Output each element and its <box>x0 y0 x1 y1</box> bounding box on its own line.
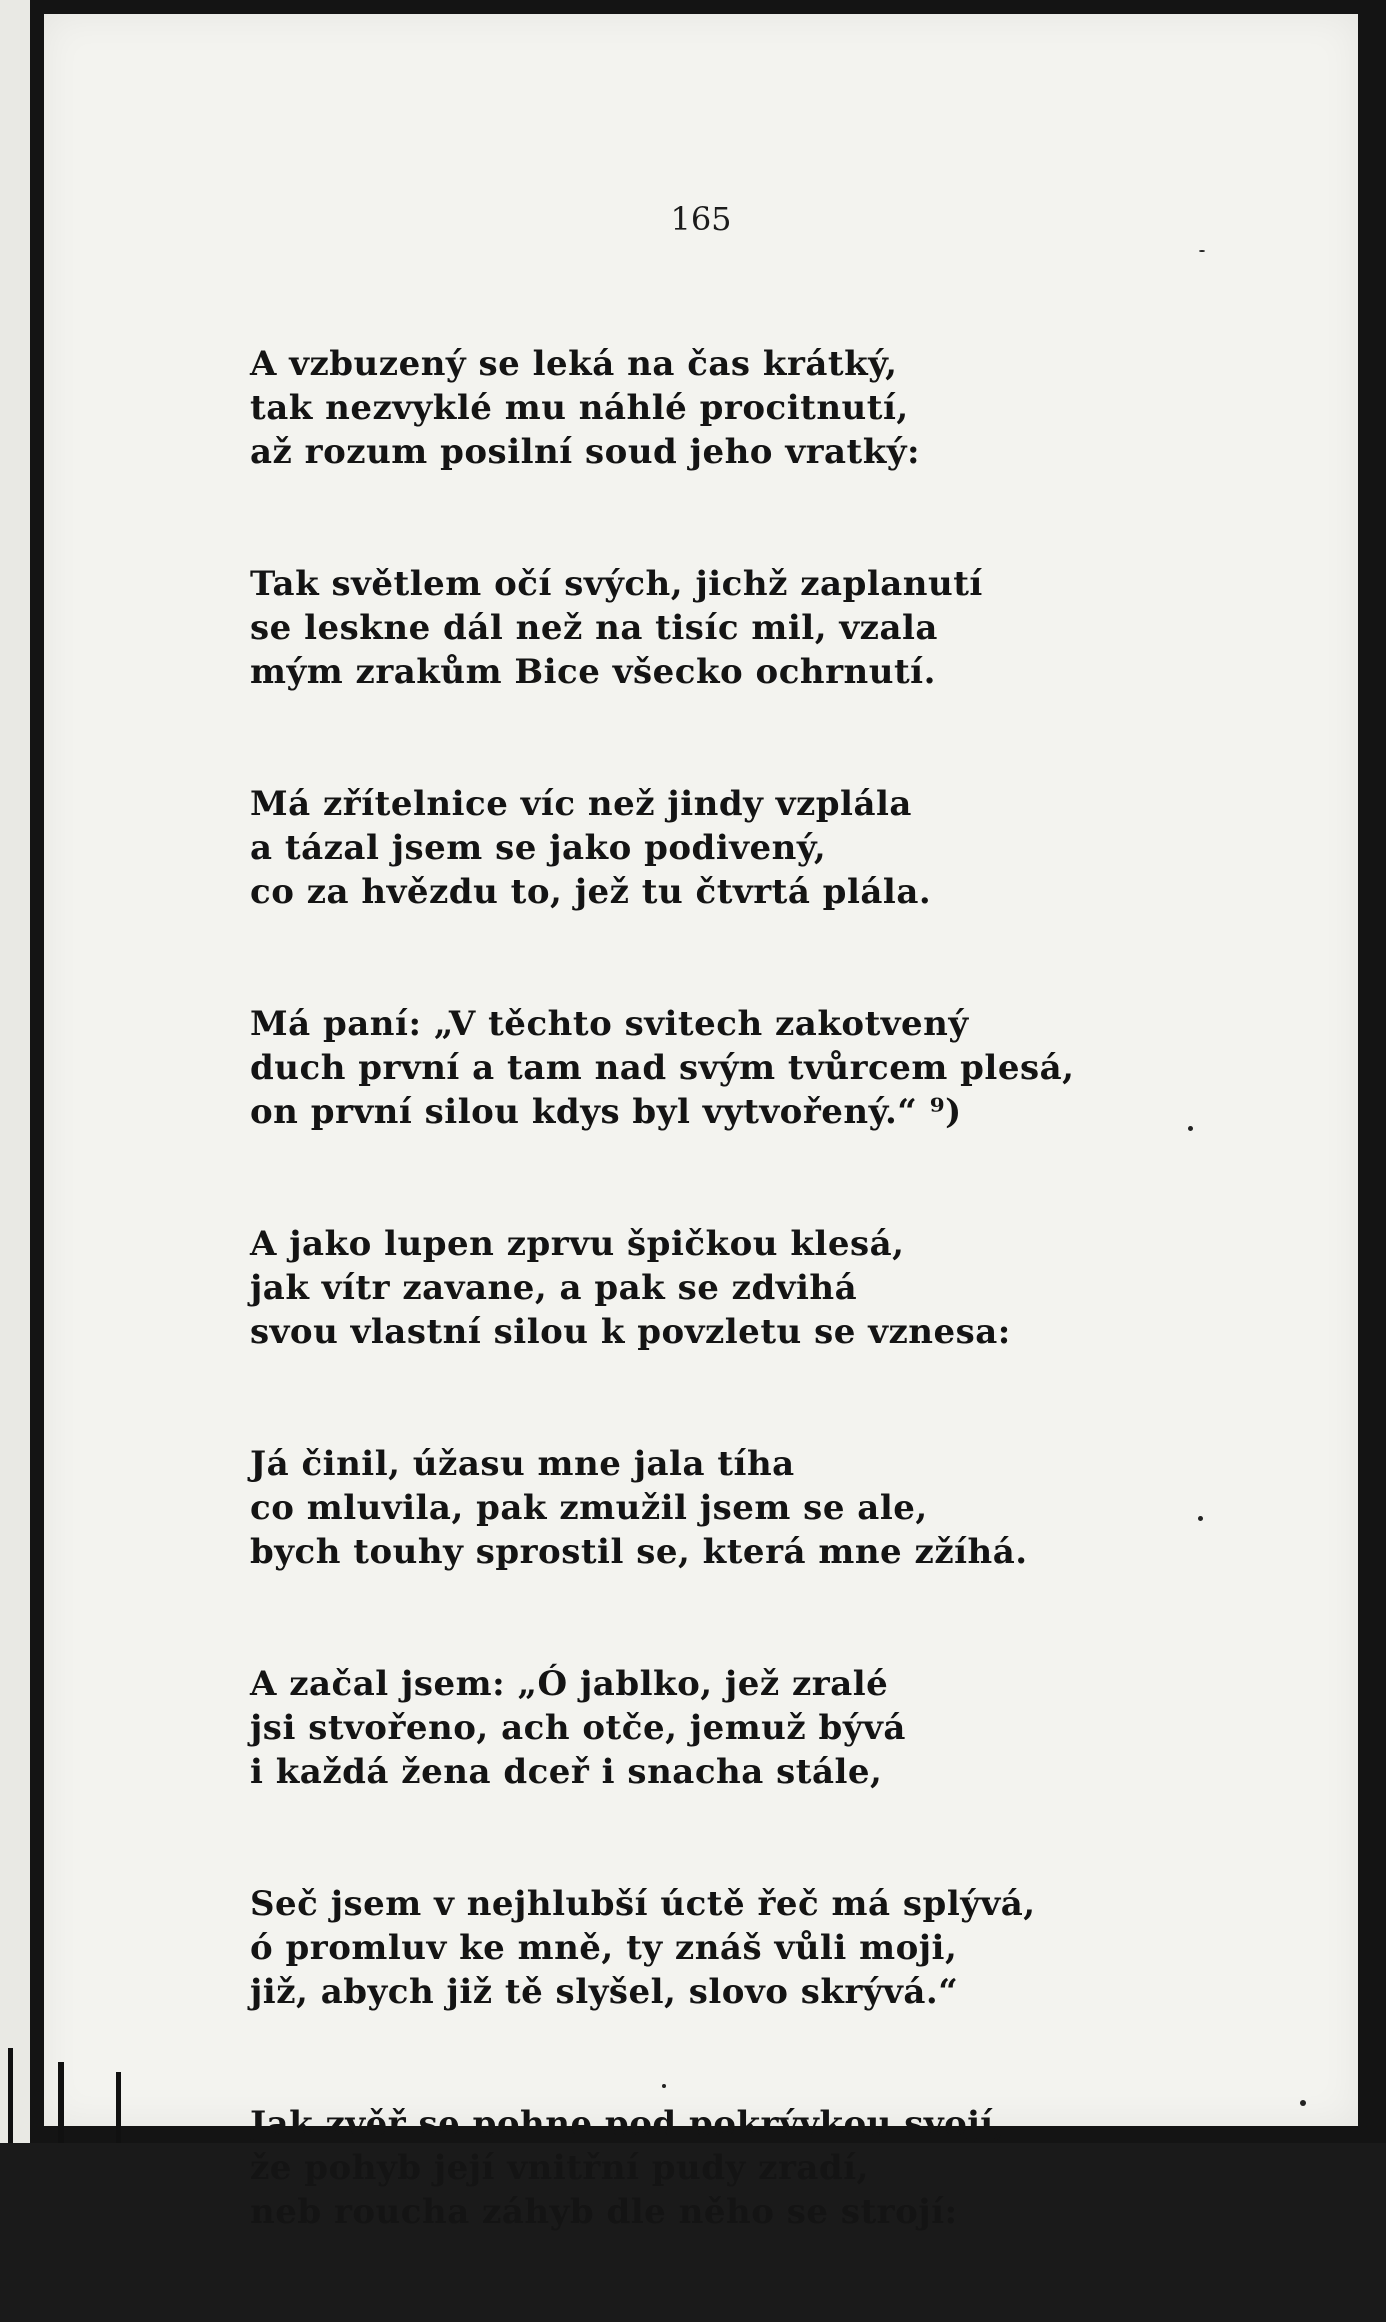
stanza <box>250 1662 1250 1794</box>
verse-line: Má paní: „V těchto svitech zakotvený <box>250 1004 969 1044</box>
stanza <box>250 342 1250 474</box>
scan-edge-mark <box>58 2062 64 2143</box>
stanza <box>250 1002 1250 1134</box>
print-speck <box>1188 1126 1193 1131</box>
stanza <box>250 2102 1250 2234</box>
verse-line: až rozum posilní soud jeho vratký: <box>250 432 921 472</box>
verse-line: a tázal jsem se jako podivený, <box>250 828 827 868</box>
poem-text <box>250 342 1250 2322</box>
stanza <box>250 562 1250 694</box>
stanza <box>250 1442 1250 1574</box>
verse-line: Jak zvěř se pohne pod pokrývkou svojí, <box>250 2104 1006 2144</box>
verse-line: duch první a tam nad svým tvůrcem plesá, <box>250 1048 1075 1088</box>
print-speck <box>1300 2100 1306 2106</box>
book-page <box>44 14 1358 2232</box>
verse-line: A vzbuzený se leká na čas krátký, <box>250 344 898 384</box>
page-number: 165 <box>670 200 732 238</box>
verse-line: jsi stvořeno, ach otče, jemuž bývá <box>250 1708 906 1748</box>
verse-line: jak vítr zavane, a pak se zdvihá <box>250 1268 858 1308</box>
verse-line: tak nezvyklé mu náhlé procitnutí, <box>250 388 909 428</box>
verse-line: neb roucha záhyb dle něho se strojí: <box>250 2192 958 2232</box>
verse-line: svou vlastní silou k povzletu se vznesa: <box>250 1312 1011 1352</box>
stanza <box>250 1222 1250 1354</box>
verse-line: již, abych již tě slyšel, slovo skrývá.“ <box>250 1972 959 2012</box>
verse-line: se leskne dál než na tisíc mil, vzala <box>250 608 938 648</box>
facing-page-edge <box>0 0 30 2143</box>
verse-line: i každá žena dceř i snacha stále, <box>250 1752 883 1792</box>
verse-line: on první silou kdys byl vytvořený.“ ⁹) <box>250 1092 962 1132</box>
verse-line: že pohyb její vnitřní pudy zradí, <box>250 2148 869 2188</box>
verse-line: Má zřítelnice víc než jindy vzplála <box>250 784 912 824</box>
verse-line: co za hvězdu to, jež tu čtvrtá plála. <box>250 872 932 912</box>
verse-line: mým zrakům Bice všecko ochrnutí. <box>250 652 936 692</box>
verse-line: Já činil, úžasu mne jala tíha <box>250 1444 795 1484</box>
verse-line: A jako lupen zprvu špičkou klesá, <box>250 1224 905 1264</box>
verse-line: A začal jsem: „Ó jablko, jež zralé <box>250 1664 889 1704</box>
verse-line: bych touhy sprostil se, která mne zžíhá. <box>250 1532 1028 1572</box>
verse-line: Seč jsem v nejhlubší úctě řeč má splývá, <box>250 1884 1036 1924</box>
print-speck <box>662 2084 666 2088</box>
print-speck <box>1198 1516 1203 1521</box>
stanza <box>250 782 1250 914</box>
stanza <box>250 1882 1250 2014</box>
verse-line: ó promluv ke mně, ty znáš vůli moji, <box>250 1928 958 1968</box>
verse-line: co mluvila, pak zmužil jsem se ale, <box>250 1488 928 1528</box>
scan-edge-mark <box>8 2048 13 2143</box>
print-speck <box>1199 250 1205 252</box>
scan-edge-mark <box>116 2072 121 2143</box>
verse-line: Tak světlem očí svých, jichž zaplanutí <box>250 564 983 604</box>
